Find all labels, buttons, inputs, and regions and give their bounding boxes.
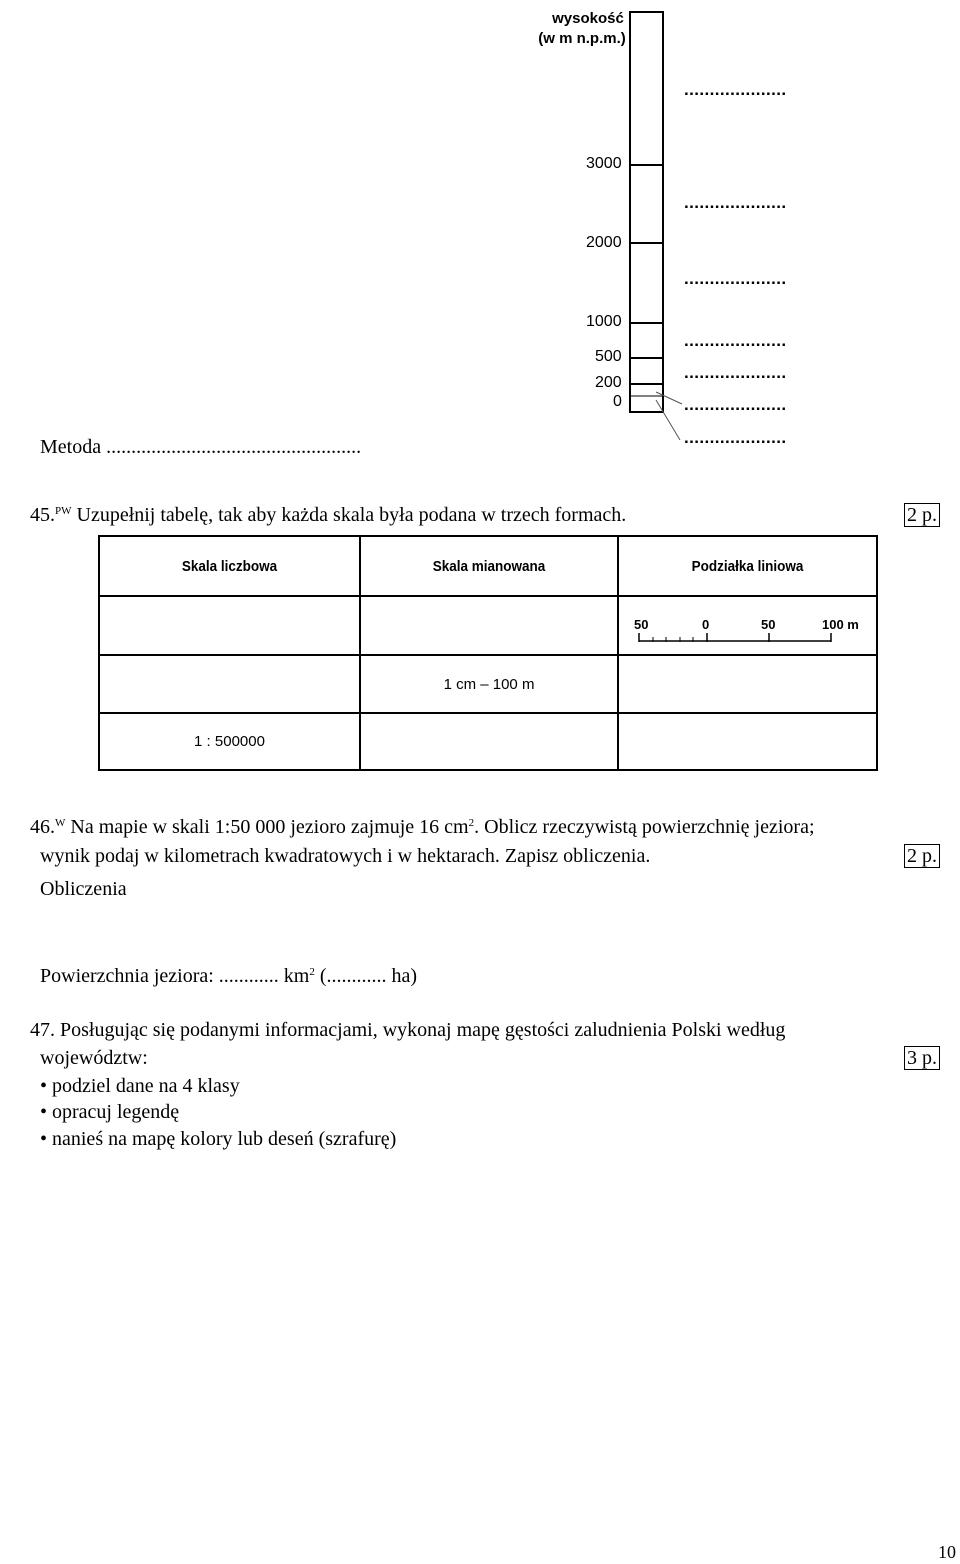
header-named-scale: Skala mianowana — [432, 557, 546, 575]
scale-label-0: 0 — [702, 617, 710, 632]
q46-sup: 2 — [468, 817, 475, 829]
scale-table — [98, 535, 878, 771]
tick-1000: 1000 — [586, 313, 622, 330]
cell-r2-numeric[interactable] — [100, 656, 359, 712]
q46-answer-line[interactable] — [40, 964, 417, 988]
cell-r2-linear[interactable] — [619, 656, 876, 712]
blank-line-7[interactable]: .................... — [684, 428, 787, 447]
blank-line-6[interactable]: .................... — [684, 395, 787, 414]
scale-label-50-right: 50 — [761, 617, 776, 632]
header-numeric-scale: Skala liczbowa — [181, 557, 278, 575]
q45-points: 2 p. — [904, 503, 940, 527]
q46-number: 46. — [30, 816, 55, 838]
q46-tag: W — [55, 817, 66, 829]
blank-line-4[interactable]: .................... — [684, 331, 787, 350]
cell-r1-numeric[interactable] — [100, 597, 359, 654]
axis-label-height: wysokość — [552, 10, 624, 27]
scale-bar-graphic — [619, 597, 876, 654]
blank-line-3[interactable]: .................... — [684, 269, 787, 288]
linear-scale-bar — [619, 597, 876, 654]
tick-3000: 3000 — [586, 155, 622, 172]
blank-line-2[interactable]: .................... — [684, 193, 787, 212]
cell-r3-linear[interactable] — [619, 714, 876, 769]
page-number: 10 — [938, 1542, 956, 1562]
tick-2000: 2000 — [586, 234, 622, 251]
q46-calculations-label: Obliczenia — [40, 878, 127, 900]
cell-r2-named: 1 cm – 100 m — [443, 675, 535, 693]
q46-line-1 — [30, 815, 815, 839]
q46-text-a: Na mapie w skali 1:50 000 jezioro zajmuje 16 cm — [70, 816, 469, 838]
q46-answer-b: (............ ha) — [314, 965, 418, 987]
cell-r3-named[interactable] — [361, 714, 617, 769]
q45-text: Uzupełnij tabelę, tak aby każda skala była podana w trzech formach. — [76, 504, 627, 526]
tick-200: 200 — [595, 374, 622, 391]
header-linear-scale: Podziałka liniowa — [691, 557, 804, 575]
q45-tag: PW — [55, 505, 72, 517]
q46-answer-a: Powierzchnia jeziora: ............ km — [40, 965, 310, 987]
altitude-column — [600, 0, 900, 460]
axis-label-unit: (w m n.p.m.) — [538, 30, 626, 47]
q47-bullet-3: • nanieś na mapę kolory lub deseń (szrafurę) — [40, 1128, 397, 1150]
q45-line — [30, 503, 626, 527]
cell-r3-numeric: 1 : 500000 — [194, 733, 265, 750]
blank-line-1[interactable]: .................... — [684, 80, 787, 99]
q47-bullet-1: • podziel dane na 4 klasy — [40, 1075, 240, 1097]
q47-line-1: 47. Posługując się podanymi informacjami, wykonaj mapę gęstości zaludnienia Polski według — [30, 1019, 786, 1041]
q47-bullet-2: • opracuj legendę — [40, 1101, 180, 1123]
q46-answer-sup: 2 — [309, 966, 315, 978]
blank-line-5[interactable]: .................... — [684, 363, 787, 382]
metoda-line[interactable]: Metoda ................................................... — [40, 436, 362, 458]
scale-label-50-left: 50 — [634, 617, 649, 632]
q47-points: 3 p. — [904, 1046, 940, 1070]
cell-r1-named[interactable] — [361, 597, 617, 654]
q46-text-b: . Oblicz rzeczywistą powierzchnię jeziora; — [474, 816, 815, 838]
q47-line-2: województw: — [40, 1047, 148, 1069]
q46-line-2: wynik podaj w kilometrach kwadratowych i w hektarach. Zapisz obliczenia. — [40, 845, 651, 867]
tick-0: 0 — [613, 393, 622, 410]
q45-number: 45. — [30, 504, 55, 526]
q46-points: 2 p. — [904, 844, 940, 868]
tick-500: 500 — [595, 348, 622, 365]
scale-label-100m: 100 m — [822, 617, 859, 632]
